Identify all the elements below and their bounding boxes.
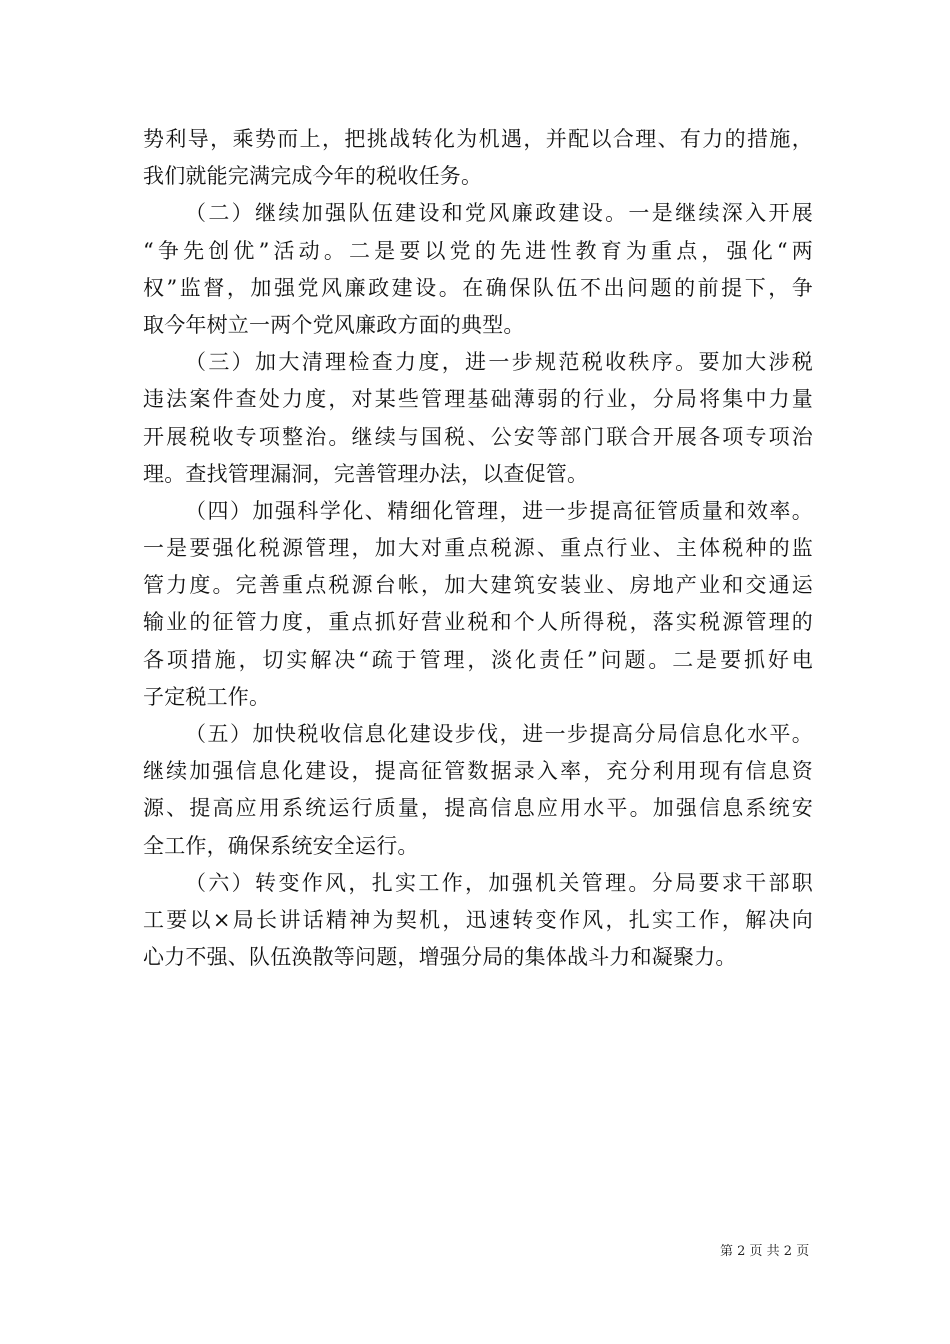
text-line: 一是要强化税源管理，加大对重点税源、重点行业、主体税种的监	[143, 536, 813, 561]
text-line: 各项措施，切实解决“疏于管理，淡化责任”问题。二是要抓好电	[143, 647, 813, 672]
text-line: 权”监督，加强党风廉政建设。在确保队伍不出问题的前提下，争	[143, 275, 813, 300]
text-line: 我们就能完满完成今年的税收任务。	[143, 164, 483, 189]
text-line: 继续加强信息化建设，提高征管数据录入率，充分利用现有信息资	[143, 759, 813, 784]
paragraph-start-line: （二）继续加强队伍建设和党风廉政建设。一是继续深入开展	[185, 201, 813, 226]
page-number-footer: 第 2 页 共 2 页	[720, 1244, 810, 1259]
paragraph-start-line: （三）加大清理检查力度，进一步规范税收秩序。要加大涉税	[185, 350, 813, 375]
text-line: 输业的征管力度，重点抓好营业税和个人所得税，落实税源管理的	[143, 610, 813, 635]
paragraph-start-line: （五）加快税收信息化建设步伐，进一步提高分局信息化水平。	[185, 722, 813, 746]
text-line: 违法案件查处力度，对某些管理基础薄弱的行业，分局将集中力量	[143, 387, 813, 412]
text-line: 理。查找管理漏洞，完善管理办法，以查促管。	[143, 461, 589, 486]
text-line: “争先创优”活动。二是要以党的先进性教育为重点，强化“两	[143, 238, 813, 263]
paragraph-start-line: （六）转变作风，扎实工作，加强机关管理。分局要求干部职	[185, 870, 813, 895]
text-line: 子定税工作。	[143, 684, 271, 709]
text-line: 工要以×局长讲话精神为契机，迅速转变作风，扎实工作，解决向	[143, 907, 813, 932]
text-line: 势利导，乘势而上，把挑战转化为机遇，并配以合理、有力的措施，	[143, 127, 813, 151]
text-line: 心力不强、队伍涣散等问题，增强分局的集体战斗力和凝聚力。	[143, 945, 737, 970]
text-line: 开展税收专项整治。继续与国税、公安等部门联合开展各项专项治	[143, 424, 813, 449]
text-line: 全工作，确保系统安全运行。	[143, 833, 419, 858]
text-line: 取今年树立一两个党风廉政方面的典型。	[143, 312, 525, 337]
text-line: 管力度。完善重点税源台帐，加大建筑安装业、房地产业和交通运	[143, 573, 813, 598]
paragraph-start-line: （四）加强科学化、精细化管理，进一步提高征管质量和效率。	[185, 498, 813, 523]
text-line: 源、提高应用系统运行质量，提高信息应用水平。加强信息系统安	[143, 796, 813, 821]
document-body	[143, 121, 813, 976]
